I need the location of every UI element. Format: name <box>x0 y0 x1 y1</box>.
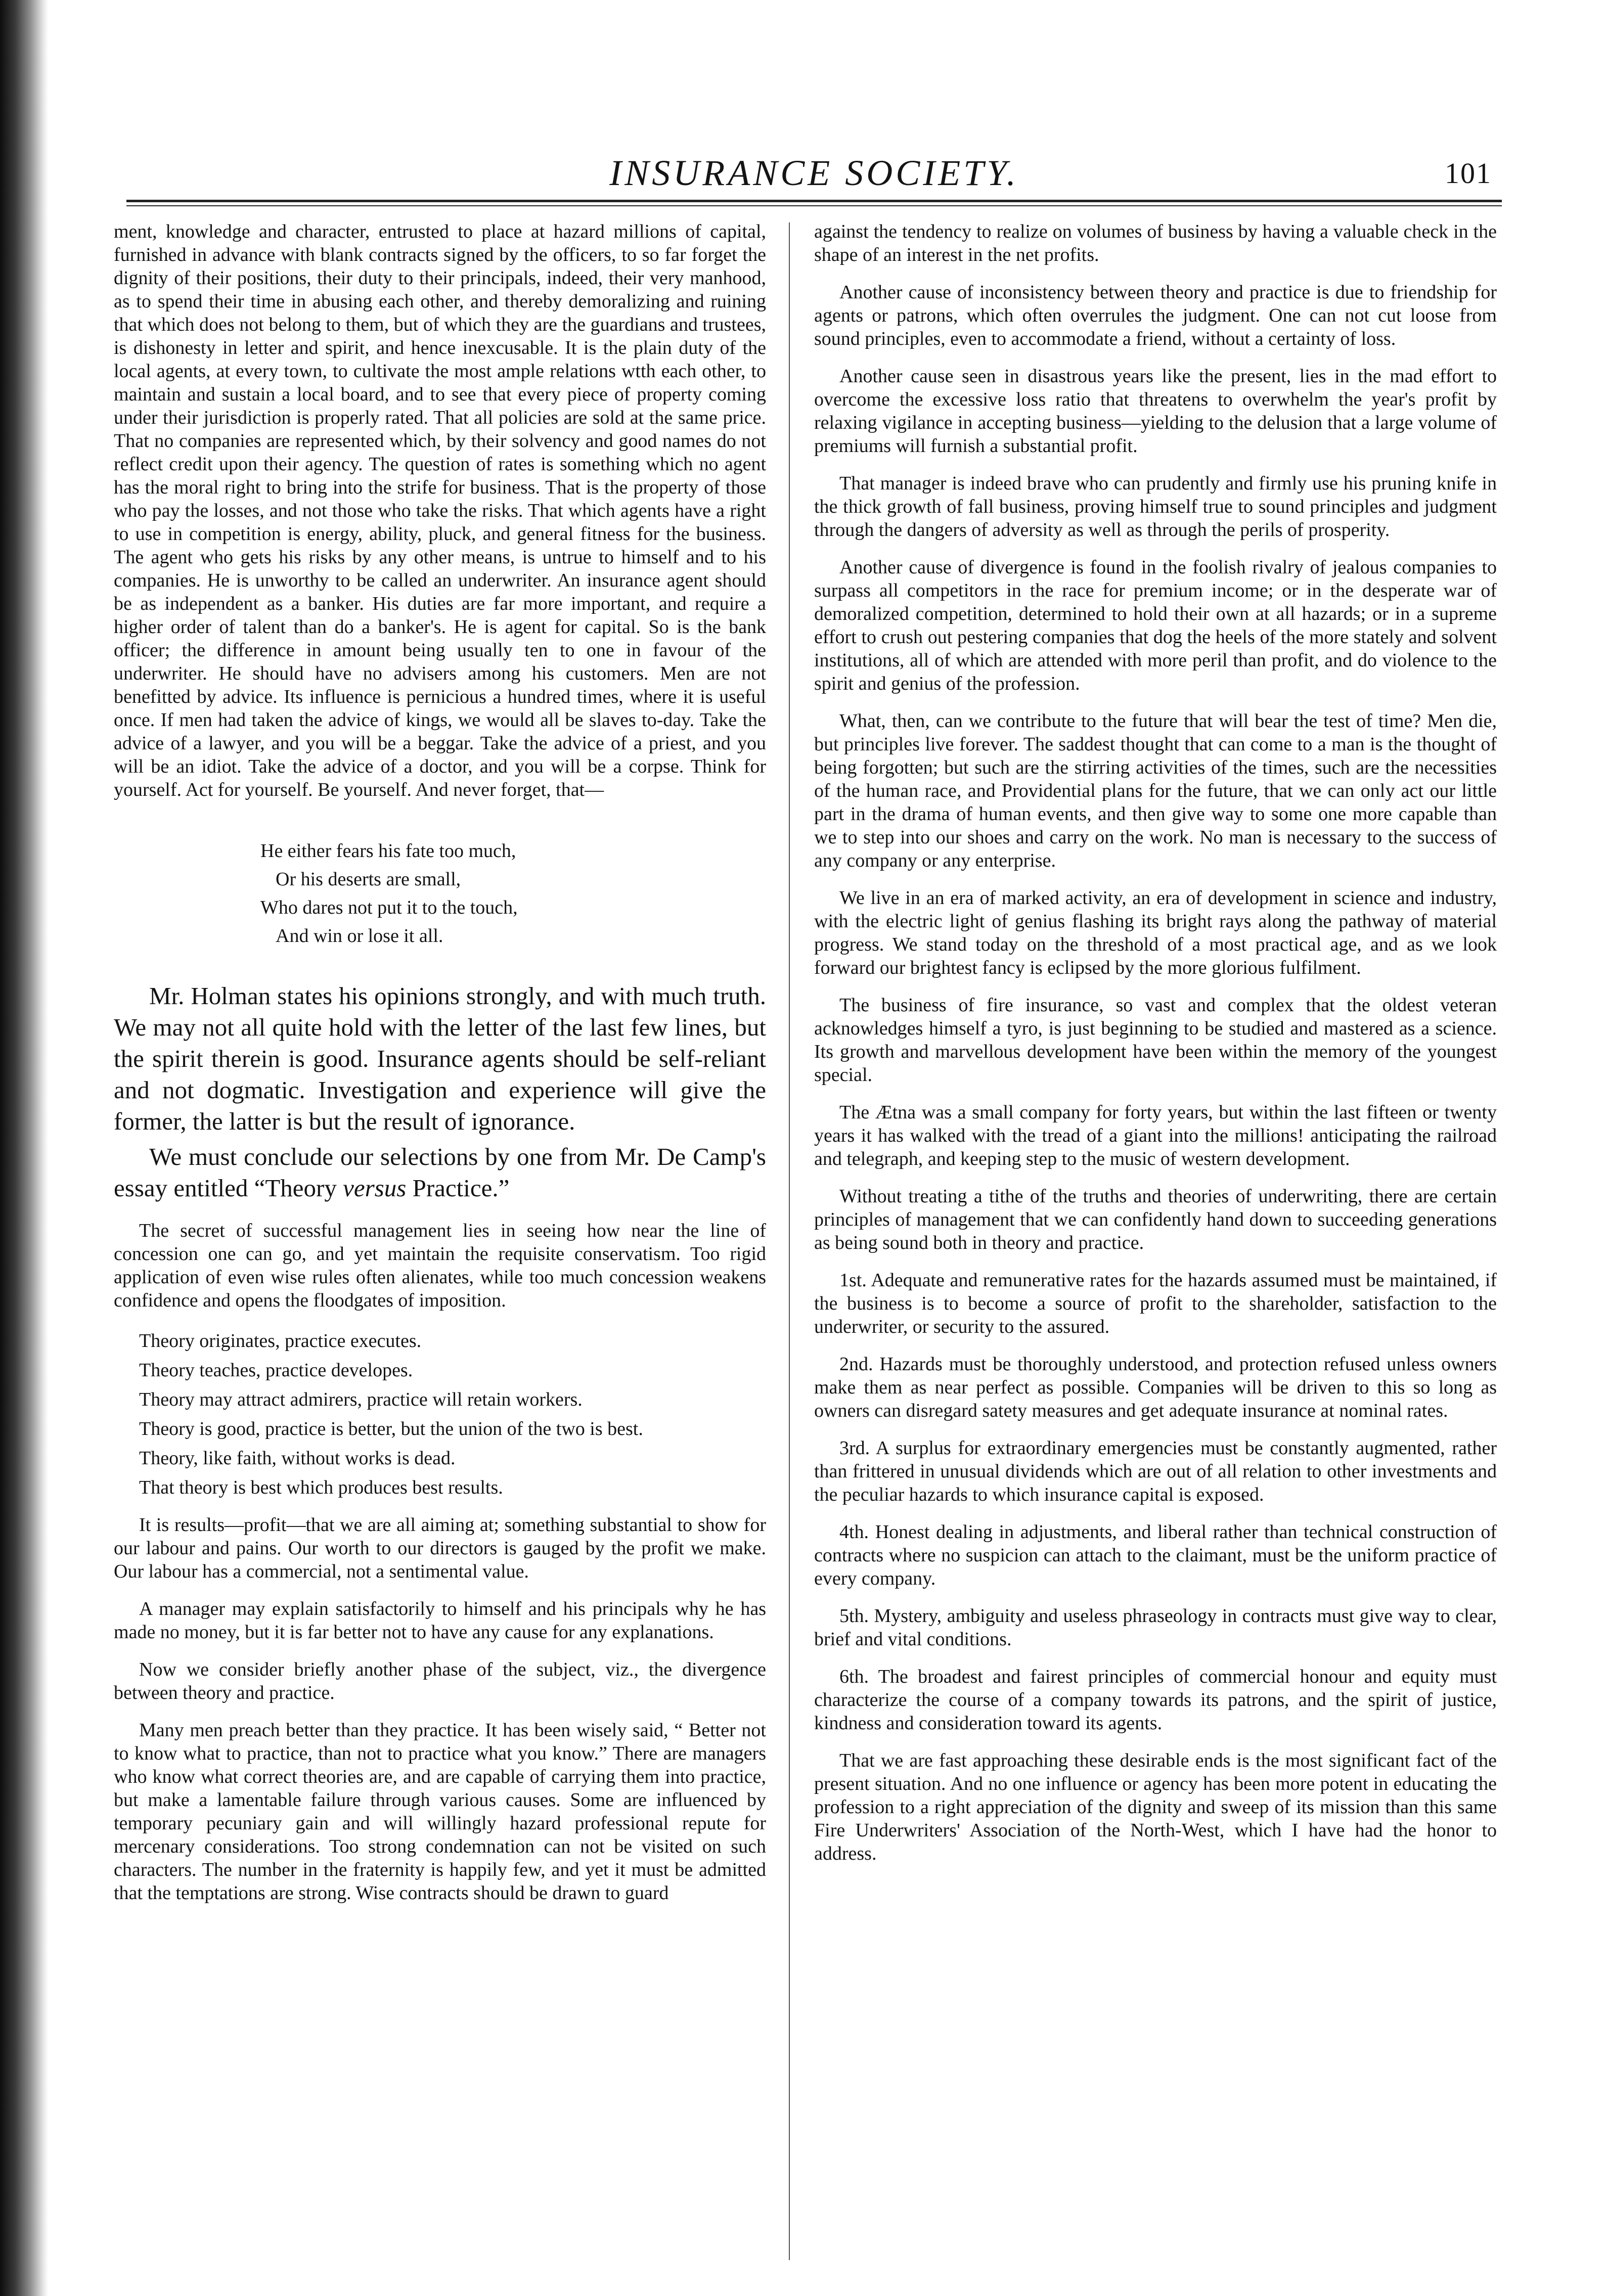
essay-paragraph: That we are fast approaching these desirable ends is the most significant fact of the present situation. And no one influence or agency has been more potent in educating the profession to a right appreciation of the dignity and sweep of its mission than this same Fire Underwriters' Association of the North-West, which I have had the honor to address. <box>814 1750 1497 1864</box>
essay-paragraph: Another cause of inconsistency between theory and practice is due to friendship for agents or patrons, which often overrules the judgment. One can not cut loose from sound principles, even to accommodate a friend, without a certainty of loss. <box>814 282 1497 349</box>
poem-line: Or his deserts are small, <box>276 869 461 890</box>
maxim-list <box>114 1326 766 1502</box>
page-header <box>126 152 1502 197</box>
poem-line: He either fears his fate too much, <box>260 840 516 862</box>
principle-item: 4th. Honest dealing in adjustments, and liberal rather than technical construction of contracts where no suspicion can attach to the claimant, must be the uniform practice of every company. <box>814 1521 1497 1589</box>
editorial-paragraph <box>114 1141 766 1204</box>
principle-item: 6th. The broadest and fairest principles of commercial honour and equity must characterize the course of a company towards its patrons, and the spirit of justice, kindness and consideration toward its agents. <box>814 1666 1497 1734</box>
maxim-item: Theory originates, practice executes. <box>139 1330 422 1352</box>
essay-paragraph: That manager is indeed brave who can prudently and firmly use his pruning knife in the thick growth of fall business, proving himself true to sound principles and judgment through the dangers of adversity as well as through the perils of prosperity. <box>814 473 1497 541</box>
maxim-item: Theory, like faith, without works is dead. <box>139 1448 456 1469</box>
essay-paragraph: Another cause seen in disastrous years like the present, lies in the mad effort to overcome the excessive loss ratio that threatens to overwhelm the year's profit by relaxing vigilance in accepting business—yielding to the delusion that a large volume of premiums will furnish a substantial profit. <box>814 366 1497 457</box>
maxim-item: Theory may attract admirers, practice will retain workers. <box>139 1389 583 1410</box>
essay-paragraph: Now we consider briefly another phase of the subject, viz., the divergence between theory and practice. <box>114 1659 766 1703</box>
principle-item: 5th. Mystery, ambiguity and useless phraseology in contracts must give way to clear, brief and vital conditions. <box>814 1605 1497 1650</box>
editorial-paragraph: Mr. Holman states his opinions strongly, and with much truth. We may not all quite hold with the letter of the last few lines, but the spirit therein is good. Insurance agents should be self-reliant and not dogmatic. Investigation and experience will give the former, the latter is but the result of ignorance. <box>114 982 766 1135</box>
essay-paragraph: against the tendency to realize on volumes of business by having a valuable check in the shape of an interest in the net profits. <box>814 221 1497 265</box>
running-title: INSURANCE SOCIETY. <box>609 153 1019 193</box>
essay-paragraph: A manager may explain satisfactorily to himself and his principals why he has made no money, but it is far better not to have any cause for any explanations. <box>114 1598 766 1643</box>
header-rule-thick <box>126 200 1502 202</box>
essay-paragraph: The Ætna was a small company for forty years, but within the last fifteen or twenty years it has walked with the tread of a giant into the millions! anticipating the railroad and telegraph, and keeping step to the music of western development. <box>814 1102 1497 1169</box>
maxim-item: Theory teaches, practice developes. <box>139 1360 413 1381</box>
poem-line: And win or lose it all. <box>276 925 443 947</box>
maxim-item: That theory is best which produces best results. <box>139 1477 503 1498</box>
essay-paragraph: It is results—profit—that we are all aiming at; something substantial to show for our labour and pains. Our worth to our directors is gauged by the profit we make. Our labour has a commercial, not a sentimental value. <box>114 1514 766 1582</box>
essay-paragraph: What, then, can we contribute to the future that will bear the test of time? Men die, but principles live forever. The saddest thought that can come to a man is the thought of being forgotten; but such are the stirring activities of the times, such are the necessities of the human race, and Providential plans for the future, that we can only act our little part in the drama of human events, and then give way to some one more capable than we to step into our shoes and carry on the work. No man is necessary to the success of any company or any enterprise. <box>814 710 1497 871</box>
principle-item: 2nd. Hazards must be thoroughly understood, and protection refused unless owners make them as near perfect as possible. Companies will be driven to this so long as owners can disregard satety measures and get adequate insurance at nominal rates. <box>814 1354 1497 1421</box>
principle-item: 3rd. A surplus for extraordinary emergencies must be constantly augmented, rather than frittered in unusual dividends which are out of all relation to other investments and the peculiar hazards to which insurance capital is exposed. <box>814 1437 1497 1505</box>
poem-line: Who dares not put it to the touch, <box>260 897 518 918</box>
right-column <box>814 220 1497 2273</box>
editorial-text: We must conclude our selections by one from Mr. De Camp's essay entitled “Theory <box>114 1143 766 1202</box>
book-gutter-shadow <box>0 0 48 2296</box>
editorial-italic: versus <box>343 1174 407 1202</box>
header-rule-thin <box>126 205 1502 206</box>
quote-continuation: ment, knowledge and character, entrusted to place at hazard millions of capital, furnished in advance with blank contracts signed by the officers, to so far forget the dignity of their positions, their duty to their principals, indeed, their very manhood, as to spend their time in abusing each other, and thereby demoralizing and ruining that which does not belong to them, but of which they are the guardians and trustees, is dishonesty in letter and spirit, and hence inexcusable. It is the plain duty of the local agents, at every town, to cultivate the most ample relations wtth each other, to maintain and sustain a local board, and to see that every piece of property coming under their jurisdiction is properly rated. That all policies are sold at the same price. That no companies are represented which, by their solvency and good names do not reflect credit upon their agency. The question of rates is something which no agent has the moral right to bring into the strife for business. That is the property of those who pay the losses, and not those who take the risks. That which agents have a right to use in competition is energy, ability, pluck, and general fitness for the business. The agent who gets his risks by any other means, is untrue to himself and to his companies. He is unworthy to be called an underwriter. An insurance agent should be as independent as a banker. His duties are far more important, and require a higher order of talent than do a banker's. He is agent for capital. So is the bank officer; the difference in amount being usually ten to one in favour of the underwriter. He should have no advisers among his customers. Men are not benefitted by advice. Its influence is pernicious a hundred times, where it is useful once. If men had taken the advice of kings, we would all be slaves to-day. Take the advice of a lawyer, and you will be a beggar. Take the advice of a priest, and you will be an idiot. Take the advice of a doctor, and you will be a corpse. Think for yourself. Act for yourself. Be yourself. And never forget, that— <box>114 221 766 800</box>
essay-paragraph: Many men preach better than they practice. It has been wisely said, “ Better not to know what to practice, than not to practice what you know.” There are managers who know what correct theories are, and are capable of carrying them into practice, but make a lamentable failure through various causes. Some are influenced by temporary pecuniary gain and will willingly hazard professional repute for mercenary considerations. Too strong condemnation can not be visited on such characters. The number in the fraternity is happily few, and yet it must be admitted that the temptations are strong. Wise contracts should be drawn to guard <box>114 1720 766 1904</box>
essay-paragraph: Another cause of divergence is found in the foolish rivalry of jealous companies to surpass all competitors in the race for premium income; or in the desperate war of demoralized competition, determined to hold their own at all hazards; or in a supreme effort to crush out pestering companies that dog the heels of the more stately and solvent institutions, all of which are attended with more peril than profit, and do violence to the spirit and genius of the profession. <box>814 557 1497 694</box>
column-divider <box>789 222 790 2260</box>
poem <box>260 837 766 950</box>
maxim-item: Theory is good, practice is better, but the union of the two is best. <box>139 1418 643 1439</box>
page-number: 101 <box>1445 157 1492 190</box>
essay-paragraph: We live in an era of marked activity, an era of development in science and industry, with the electric light of genius flashing its bright rays along the pathway of material progress. We stand today on the threshold of a most practical age, and as we look forward our brightest fancy is eclipsed by the more glorious fulfilment. <box>814 887 1497 978</box>
left-column <box>114 220 766 2273</box>
essay-paragraph: Without treating a tithe of the truths and theories of underwriting, there are certain principles of management that we can confidently hand down to succeeding generations as being sound both in theory and practice. <box>814 1186 1497 1253</box>
essay-paragraph: The secret of successful management lies in seeing how near the line of concession one can go, and yet maintain the requisite conservatism. Too rigid application of even wise rules often alienates, while too much concession weakens confidence and opens the floodgates of imposition. <box>114 1220 766 1311</box>
principle-item: 1st. Adequate and remunerative rates for the hazards assumed must be maintained, if the business is to become a source of profit to the shareholder, satisfaction to the underwriter, or security to the assured. <box>814 1270 1497 1337</box>
editorial-text: Practice.” <box>406 1174 510 1202</box>
essay-paragraph: The business of fire insurance, so vast and complex that the oldest veteran acknowledges himself a tyro, is just beginning to be studied and mastered as a science. Its growth and marvellous development have been within the memory of the youngest special. <box>814 995 1497 1086</box>
